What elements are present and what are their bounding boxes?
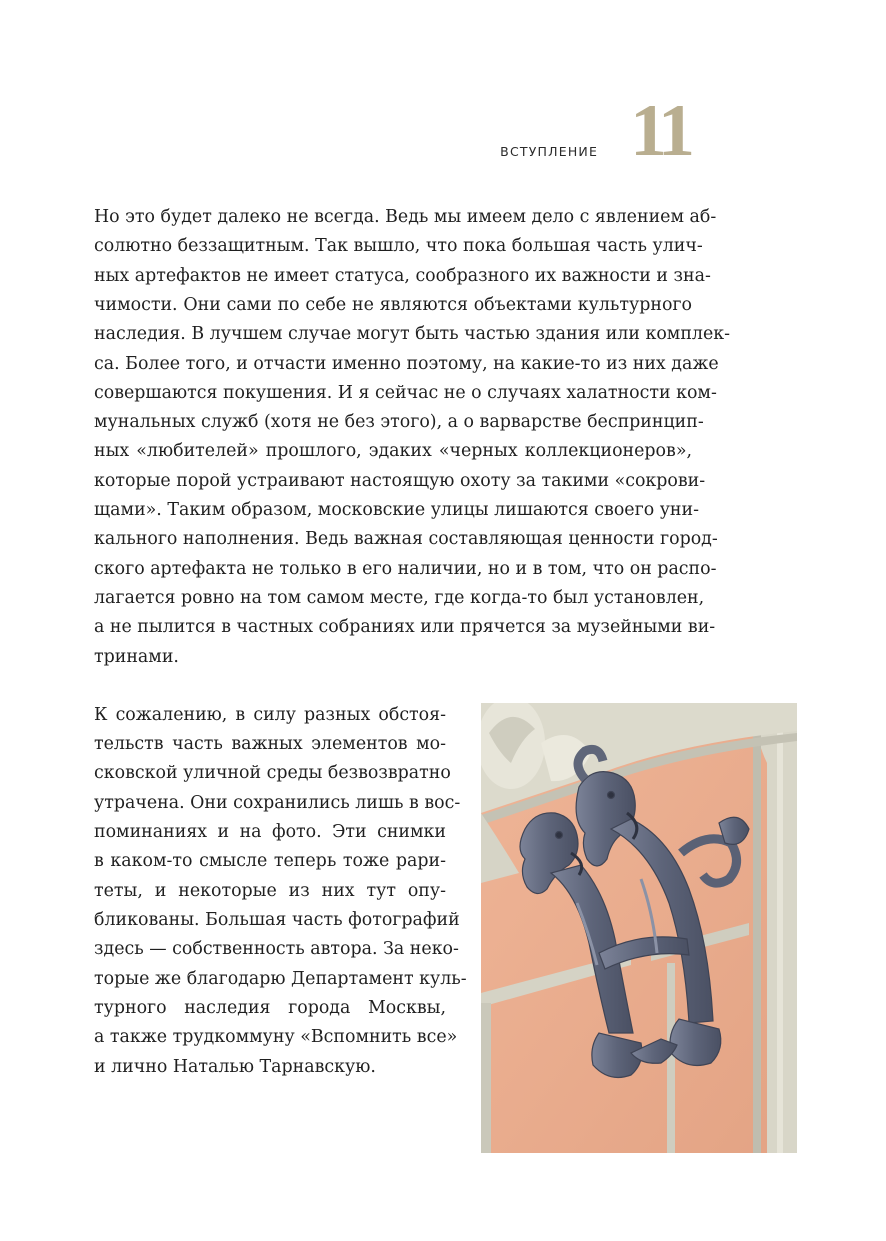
text-line: утрачена. Они сохранились лишь в вос-: [94, 793, 461, 813]
text-line: совершаются покушения. И я сейчас не о случаях халатности ком-: [94, 383, 717, 403]
text-line: тринами.: [94, 647, 179, 667]
text-line: тельств часть важных элементов мо-: [94, 734, 446, 754]
text-line: теты, и некоторые из них тут опу-: [94, 881, 446, 901]
text-line: Но это будет далеко не всегда. Ведь мы имеем дело с явлением аб-: [94, 207, 717, 227]
text-line: сковской уличной среды безвозвратно: [94, 763, 451, 783]
photo-cast-iron-bracket: [481, 703, 797, 1153]
text-line: К сожалению, в силу разных обстоя-: [94, 705, 446, 725]
text-line: ского артефакта не только в его наличии, но и в том, что он распо-: [94, 559, 717, 579]
text-line: турного наследия города Москвы,: [94, 998, 446, 1018]
text-line: и лично Наталью Тарнавскую.: [94, 1057, 376, 1077]
text-line: торые же благодарю Департамент куль-: [94, 969, 467, 989]
text-line: солютно беззащитным. Так вышло, что пока большая часть улич-: [94, 236, 703, 256]
text-line: чимости. Они сами по себе не являются объектами культурного: [94, 295, 692, 315]
text-line: в каком-то смысле теперь тоже рари-: [94, 851, 446, 871]
text-line: бликованы. Большая часть фотографий: [94, 910, 460, 930]
text-line: здесь — собственность автора. За неко-: [94, 939, 459, 959]
text-line: кального наполнения. Ведь важная составляющая ценности город-: [94, 529, 718, 549]
text-line: ных «любителей» прошлого, эдаких «черных коллекционеров»,: [94, 441, 692, 461]
text-line: которые порой устраивают настоящую охоту за такими «сокрови-: [94, 471, 706, 491]
text-line: а не пылится в частных собраниях или прячется за музейными ви-: [94, 617, 716, 637]
running-header: [500, 90, 690, 172]
text-line: наследия. В лучшем случае могут быть частью здания или комплек-: [94, 324, 730, 344]
page-number: 11: [630, 90, 690, 172]
text-line: а также трудкоммуну «Вспомнить все»: [94, 1027, 458, 1047]
text-line: мунальных служб (хотя не без этого), а о варварстве беспринцип-: [94, 412, 704, 432]
text-line: щами». Таким образом, московские улицы лишаются своего уни-: [94, 500, 699, 520]
photo-illustration: [481, 703, 797, 1153]
text-line: са. Более того, и отчасти именно поэтому, на какие-то из них даже: [94, 354, 719, 374]
text-line: лагается ровно на том самом месте, где когда-то был установлен,: [94, 588, 705, 608]
section-label: ВСТУПЛЕНИЕ: [500, 143, 599, 159]
text-line: ных артефактов не имеет статуса, сообразного их важности и зна-: [94, 266, 711, 286]
text-line: поминаниях и на фото. Эти снимки: [94, 822, 446, 842]
